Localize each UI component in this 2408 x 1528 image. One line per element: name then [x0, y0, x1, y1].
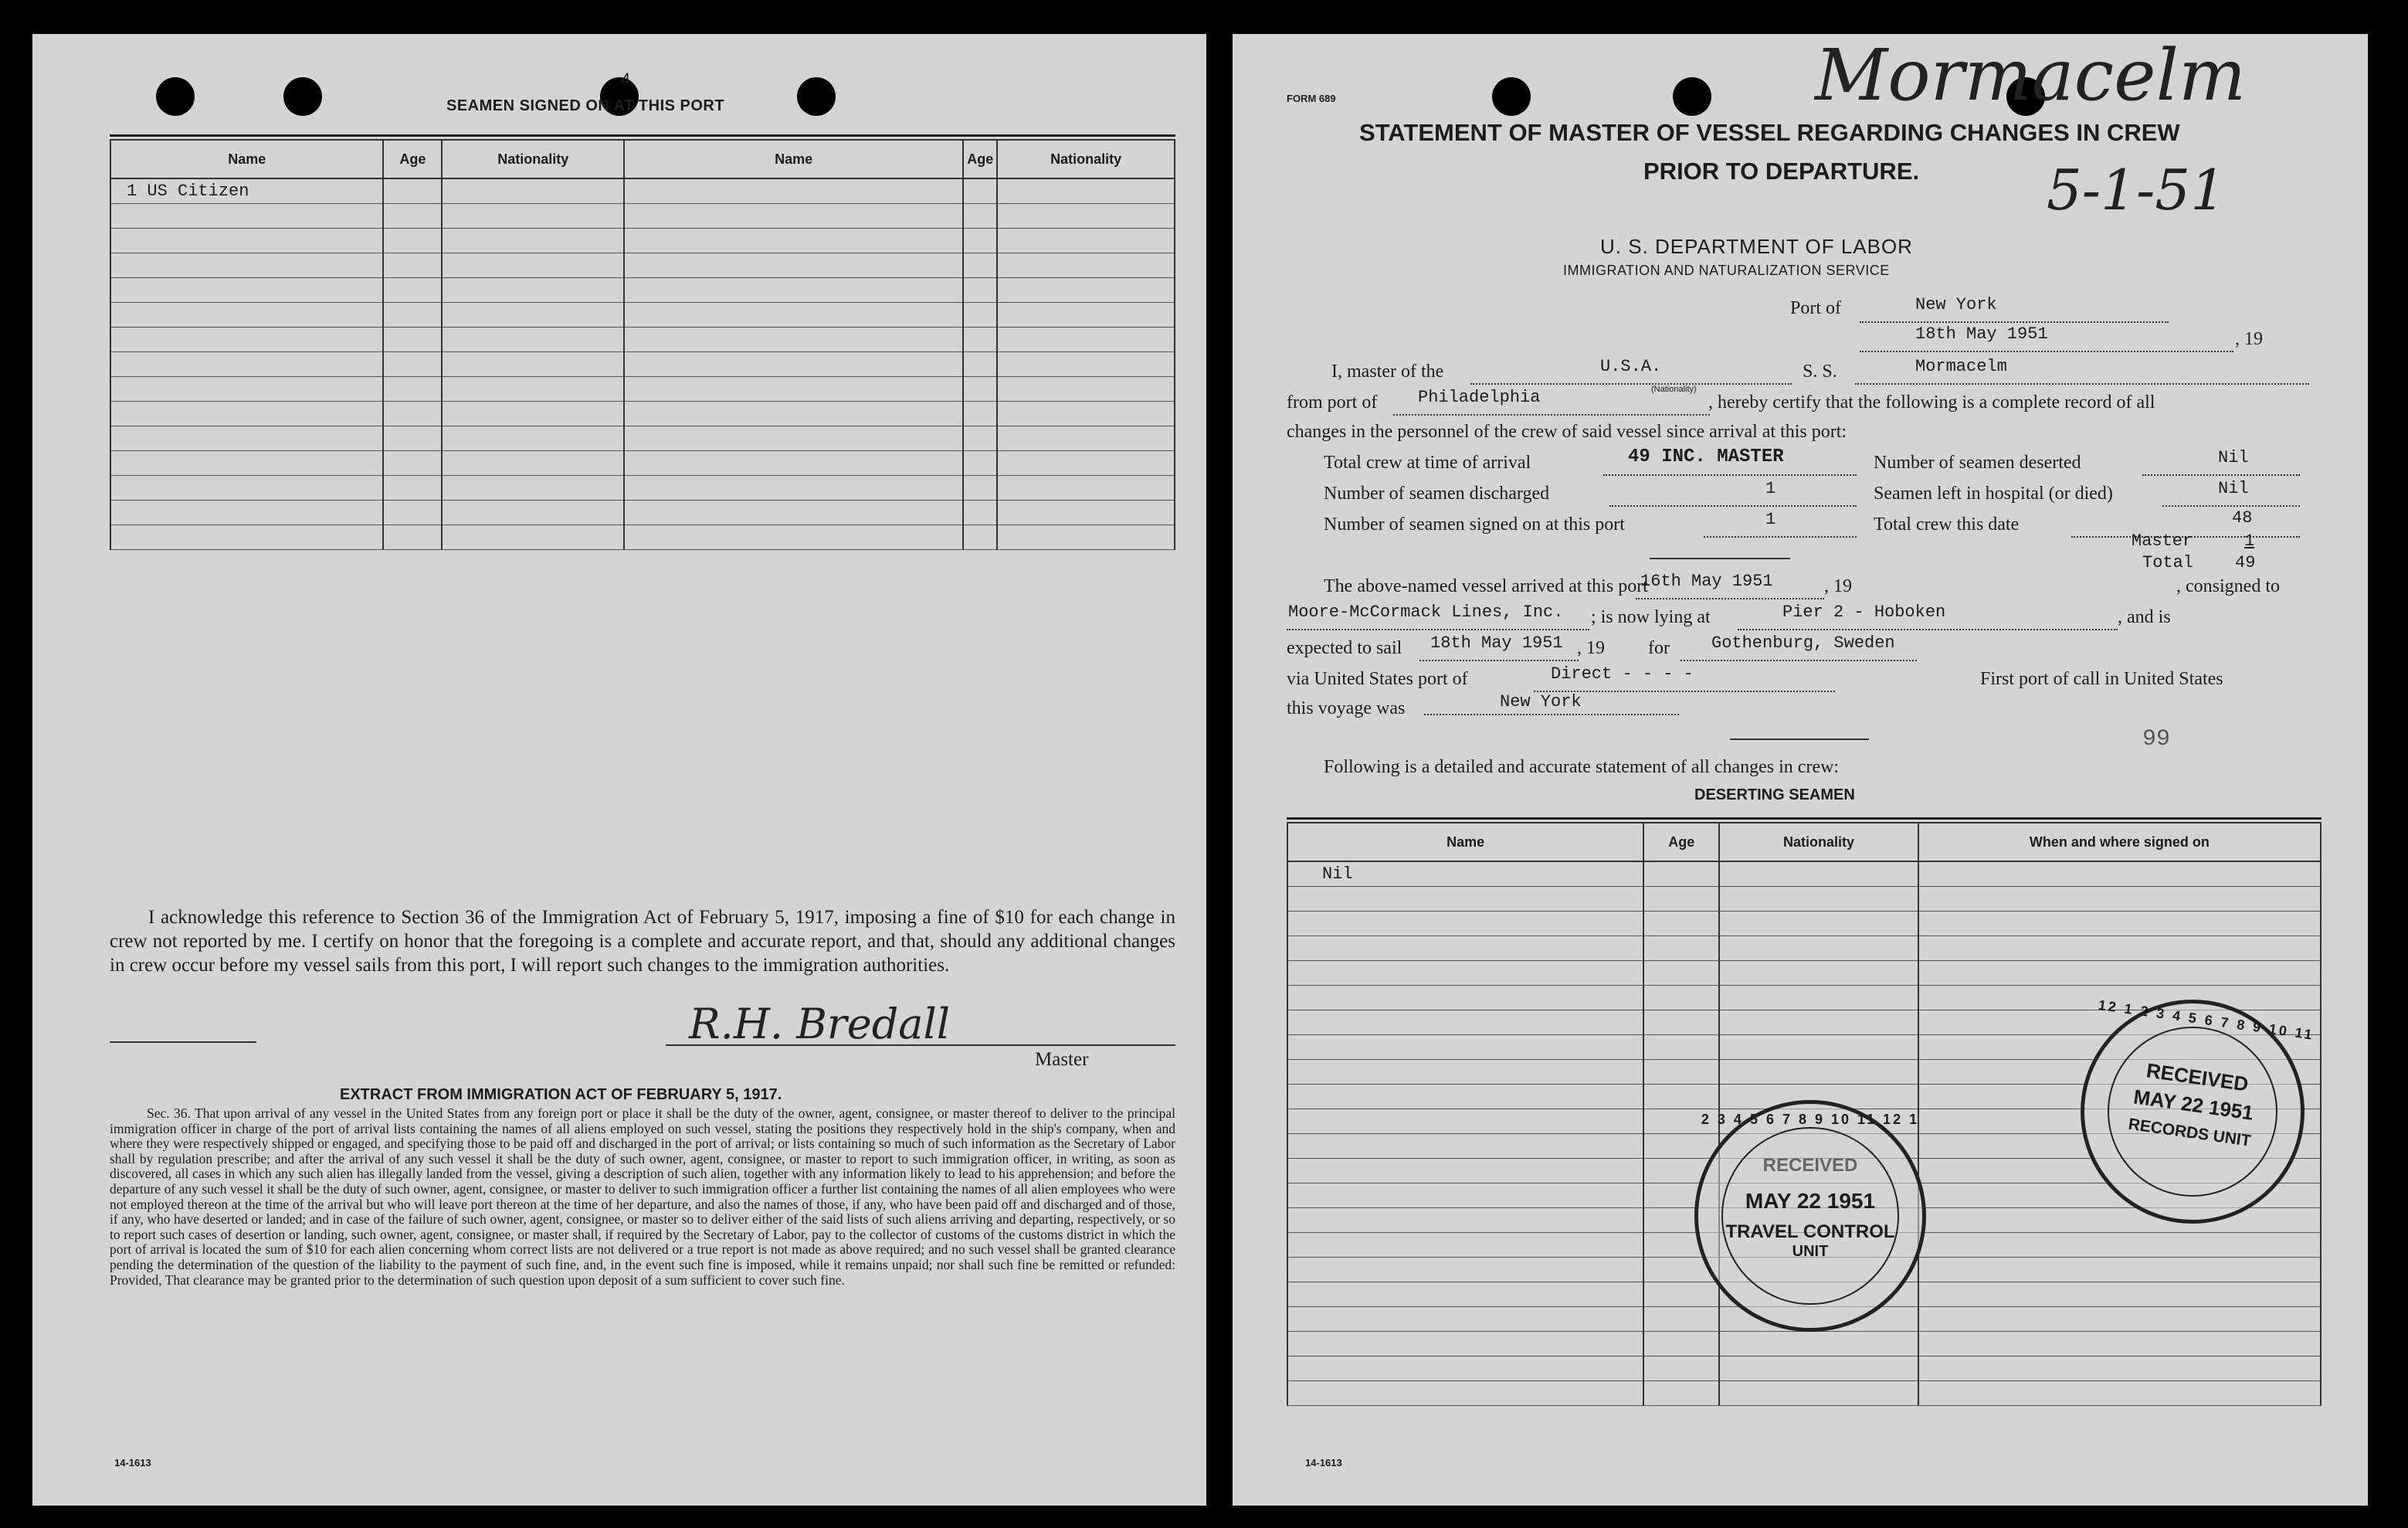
port-value: New York — [1915, 295, 1997, 314]
table-row — [110, 204, 1175, 229]
table-row — [1287, 1357, 2321, 1381]
discharged-label: Number of seamen discharged — [1324, 484, 1550, 504]
field-line — [1393, 414, 1710, 416]
voyage-value: New York — [1500, 692, 1582, 711]
col-age: Age — [963, 140, 997, 178]
form-number: FORM 689 — [1287, 93, 1336, 104]
certify-text-2: changes in the personnel of the crew of said vessel since arrival at this port: — [1287, 422, 1847, 442]
from-port-value: Philadelphia — [1418, 388, 1541, 407]
form-code: 14-1613 — [1305, 1457, 1342, 1469]
from-port-label: from port of — [1287, 392, 1378, 413]
stamp-unit: RECORDS UNIT — [2127, 1115, 2252, 1150]
arrived-label: The above-named vessel arrived at this port — [1324, 576, 1648, 596]
stamp-unit-line2: UNIT — [1792, 1243, 1829, 1260]
signature-role: Master — [1035, 1049, 1089, 1070]
certify-text: , hereby certify that the following is a complete record of all — [1708, 392, 2155, 413]
total-date-value: 48 — [2232, 508, 2253, 528]
vessel-value: Mormacelm — [1915, 357, 2007, 376]
table-row — [110, 278, 1175, 303]
table-row — [1287, 936, 2321, 961]
col-nationality: Nationality — [1719, 823, 1918, 861]
handwritten-vessel-name: Mormacelm — [1815, 34, 2247, 117]
field-line — [1636, 598, 1824, 599]
voyage-label: this voyage was — [1287, 698, 1406, 718]
section-heading: SEAMEN SIGNED ON AT THIS PORT — [446, 97, 725, 114]
master-label: I, master of the — [1331, 362, 1444, 382]
field-line — [1603, 474, 1857, 476]
col-age: Age — [1643, 823, 1719, 861]
sail-value: 18th May 1951 — [1430, 633, 1563, 653]
field-line — [1287, 629, 1589, 630]
signature-line — [666, 1044, 1175, 1046]
form-title-line1: STATEMENT OF MASTER OF VESSEL REGARDING CHANGES IN CREW — [1359, 119, 2180, 146]
port-label: Port of — [1790, 298, 1841, 318]
table-row — [110, 253, 1175, 278]
sail-year-suffix: , 19 — [1577, 638, 1605, 658]
entry-text: Nil — [1322, 864, 1353, 884]
punch-hole — [797, 77, 836, 116]
extract-title: EXTRACT FROM IMMIGRATION ACT OF FEBRUARY 5, 1917. — [340, 1086, 782, 1103]
deserted-label: Number of seamen deserted — [1874, 453, 2081, 473]
col-when-where: When and where signed on — [1918, 823, 2321, 861]
divider — [1730, 739, 1869, 740]
stamp-digits: 2 3 4 5 6 7 8 9 10 11 12 1 — [1701, 1112, 1920, 1127]
signed-on-label: Number of seamen signed on at this port — [1324, 514, 1625, 535]
punch-hole — [156, 77, 195, 116]
hospital-value: Nil — [2218, 479, 2249, 498]
col-name: Name — [1287, 823, 1643, 861]
lying-value: Pier 2 - Hoboken — [1782, 603, 1946, 622]
stamp-date: MAY 22 1951 — [1745, 1189, 1876, 1213]
stamp-received: RECEIVED — [2145, 1058, 2250, 1096]
total-value: 49 — [2235, 553, 2256, 572]
field-line — [1855, 383, 2309, 385]
divider — [110, 1041, 256, 1043]
acknowledgement-text: I acknowledge this reference to Section 36 of the Immigration Act of February 5, 1917, imposing a fine of $10 for each change in crew not reported by me. I certify on honor that the foregoing is a complete and accurate report, and that, should any additional changes in crew occur before my vessel sails from this port, I will report such changes to the immigration authorities. — [110, 907, 1175, 976]
field-line — [1419, 660, 1579, 661]
field-line — [1860, 351, 2233, 352]
master-count-value: 1 — [2244, 531, 2255, 551]
field-line — [1738, 629, 2118, 630]
field-line — [2162, 505, 2300, 507]
right-page — [1233, 34, 2368, 1506]
total-date-label: Total crew this date — [1874, 514, 2020, 535]
total-label: Total — [2142, 553, 2194, 572]
table-row — [110, 525, 1175, 550]
nationality-caption: (Nationality) — [1651, 385, 1697, 394]
col-nationality: Nationality — [997, 140, 1175, 178]
col-name: Name — [110, 140, 383, 178]
handwritten-date: 5-1-51 — [2047, 158, 2226, 222]
stamp-digits: 12 1 2 3 4 5 6 7 8 9 10 11 — [2097, 997, 2315, 1043]
col-age: Age — [383, 140, 442, 178]
table-row — [110, 501, 1175, 525]
field-line — [1470, 383, 1792, 385]
stamp-ring — [1721, 1127, 1899, 1305]
col-nationality: Nationality — [442, 140, 624, 178]
consigned-label: , consigned to — [2176, 576, 2280, 596]
seamen-signed-table — [110, 139, 1175, 550]
arrived-value: 16th May 1951 — [1640, 572, 1773, 591]
table-row — [110, 476, 1175, 501]
master-signature: R.H. Bredall — [689, 1000, 951, 1048]
service-name: IMMIGRATION AND NATURALIZATION SERVICE — [1563, 263, 1890, 278]
page-number: 4 — [621, 70, 631, 89]
table-row — [110, 178, 1175, 204]
divider — [1650, 558, 1790, 559]
table-header-row — [110, 140, 1175, 178]
stamp-received: RECEIVED — [1762, 1155, 1858, 1176]
department-name: U. S. DEPARTMENT OF LABOR — [1600, 235, 1913, 258]
punch-hole — [1492, 77, 1531, 116]
form-title-line2: PRIOR TO DEPARTURE. — [1643, 158, 1920, 185]
punch-hole — [1673, 77, 1711, 116]
master-count-label: Master — [2132, 531, 2193, 551]
table-row — [1287, 1332, 2321, 1357]
hospital-label: Seamen left in hospital (or died) — [1874, 484, 2113, 504]
via-value: Direct - - - - — [1551, 664, 1694, 684]
sail-label: expected to sail — [1287, 638, 1402, 658]
table-row — [110, 229, 1175, 253]
table-row — [1287, 912, 2321, 936]
total-crew-value: 49 INC. MASTER — [1628, 447, 1784, 467]
extract-text: Sec. 36. That upon arrival of any vessel in the United States from any foreign port or place it shall be the duty of the owner, agent, consignee, or master thereof to deliver to the principal immigration officer in charge of the port of arrival lists containing the names of all aliens employed on such vessel, stating the positions they respectively hold in the ship's company, when and where they were respectively shipped or engaged, and specifying those to be paid off and discharged in the port of arrival; or lists containing so much of such information as the Secretary of Labor shall by regulation prescribe; and after the arrival of any such vessel it shall be the duty of such owner, agent, consignee, or master to report to such immigration officer, in writing, as soon as discovered, all cases in which any such alien has illegally landed from the vessel, giving a description of such alien, together with any information likely to lead to his apprehension; and before the departure of any such vessel it shall be the duty of such owner, agent, consignee, or master to deliver to such immigration officer a further list containing the names of all alien employees who were not employed thereon at the time of the arrival but who will leave port thereon at the time of her departure, and also the names of those, if any, who have been paid off and discharged and of those, if any, who have deserted or landed; and in case of the failure of such owner, agent, consignee, or master so to deliver either of the said lists of such aliens arriving and departing, respectively, or so to report such cases of desertion or landing, such owner, agent, consignee, or master shall, if required by the Secretary of Labor, pay to the collector of customs of the customs district in which the port of arrival is located the sum of $10 for each alien concerning whom correct lists are not delivered or a true report is not made as above required; and no such vessel shall be granted clearance pending the determination of the question of the liability to the payment of such fine, and, in the event such fine is imposed, while it remains unpaid; nor shall such fine be remitted or refunded: Provided, That clearance may be granted prior to the determination of such question upon deposit of a sum sufficient to cover such fine. — [110, 1105, 1175, 1288]
table-row — [1287, 961, 2321, 986]
field-line — [1424, 714, 1679, 715]
table-header-row — [1287, 823, 2321, 861]
following-text: Following is a detailed and accurate statement of all changes in crew: — [1324, 757, 1840, 777]
table-row — [110, 303, 1175, 328]
field-line — [2142, 474, 2300, 476]
discharged-value: 1 — [1765, 479, 1776, 498]
and-is-label: , and is — [2118, 607, 2171, 627]
table-row — [110, 451, 1175, 476]
consignee-value: Moore-McCormack Lines, Inc. — [1288, 603, 1564, 622]
table-row — [110, 402, 1175, 426]
field-line — [1704, 536, 1857, 538]
stamp-date: MAY 22 1951 — [2132, 1085, 2255, 1125]
table-row — [110, 352, 1175, 377]
divider — [1287, 817, 2322, 820]
year-suffix: , 19 — [2235, 329, 2263, 349]
deserted-value: Nil — [2218, 448, 2249, 467]
via-label: via United States port of — [1287, 669, 1468, 689]
table-row — [110, 426, 1175, 451]
punch-hole — [283, 77, 322, 116]
mark-99: 99 — [2142, 726, 2171, 752]
entry-text: 1 US Citizen — [127, 182, 249, 201]
field-line — [1609, 505, 1857, 507]
lying-label: ; is now lying at — [1591, 607, 1711, 627]
table-row — [1287, 1381, 2321, 1406]
left-page — [32, 34, 1206, 1506]
for-label: for — [1648, 638, 1670, 658]
for-value: Gothenburg, Sweden — [1711, 633, 1895, 653]
divider — [110, 134, 1175, 137]
stamp-unit: TRAVEL CONTROL — [1725, 1221, 1895, 1242]
date-value: 18th May 1951 — [1915, 324, 2048, 344]
table-row — [1287, 887, 2321, 912]
total-crew-label: Total crew at time of arrival — [1324, 453, 1531, 473]
signed-on-value: 1 — [1765, 510, 1776, 529]
received-stamp-travel — [1694, 1100, 1926, 1332]
table-row — [110, 377, 1175, 402]
nationality-value: U.S.A. — [1600, 357, 1662, 376]
table-row — [1287, 861, 2321, 887]
form-code: 14-1613 — [114, 1457, 151, 1469]
arrived-year-suffix: , 19 — [1824, 576, 1852, 596]
first-port-label: First port of call in United States — [1980, 669, 2223, 689]
field-line — [1681, 660, 1917, 661]
field-line — [1860, 321, 2169, 323]
deserting-heading: DESERTING SEAMEN — [1694, 786, 1855, 803]
table-row — [110, 328, 1175, 352]
col-name: Name — [624, 140, 963, 178]
ss-label: S. S. — [1803, 362, 1837, 382]
